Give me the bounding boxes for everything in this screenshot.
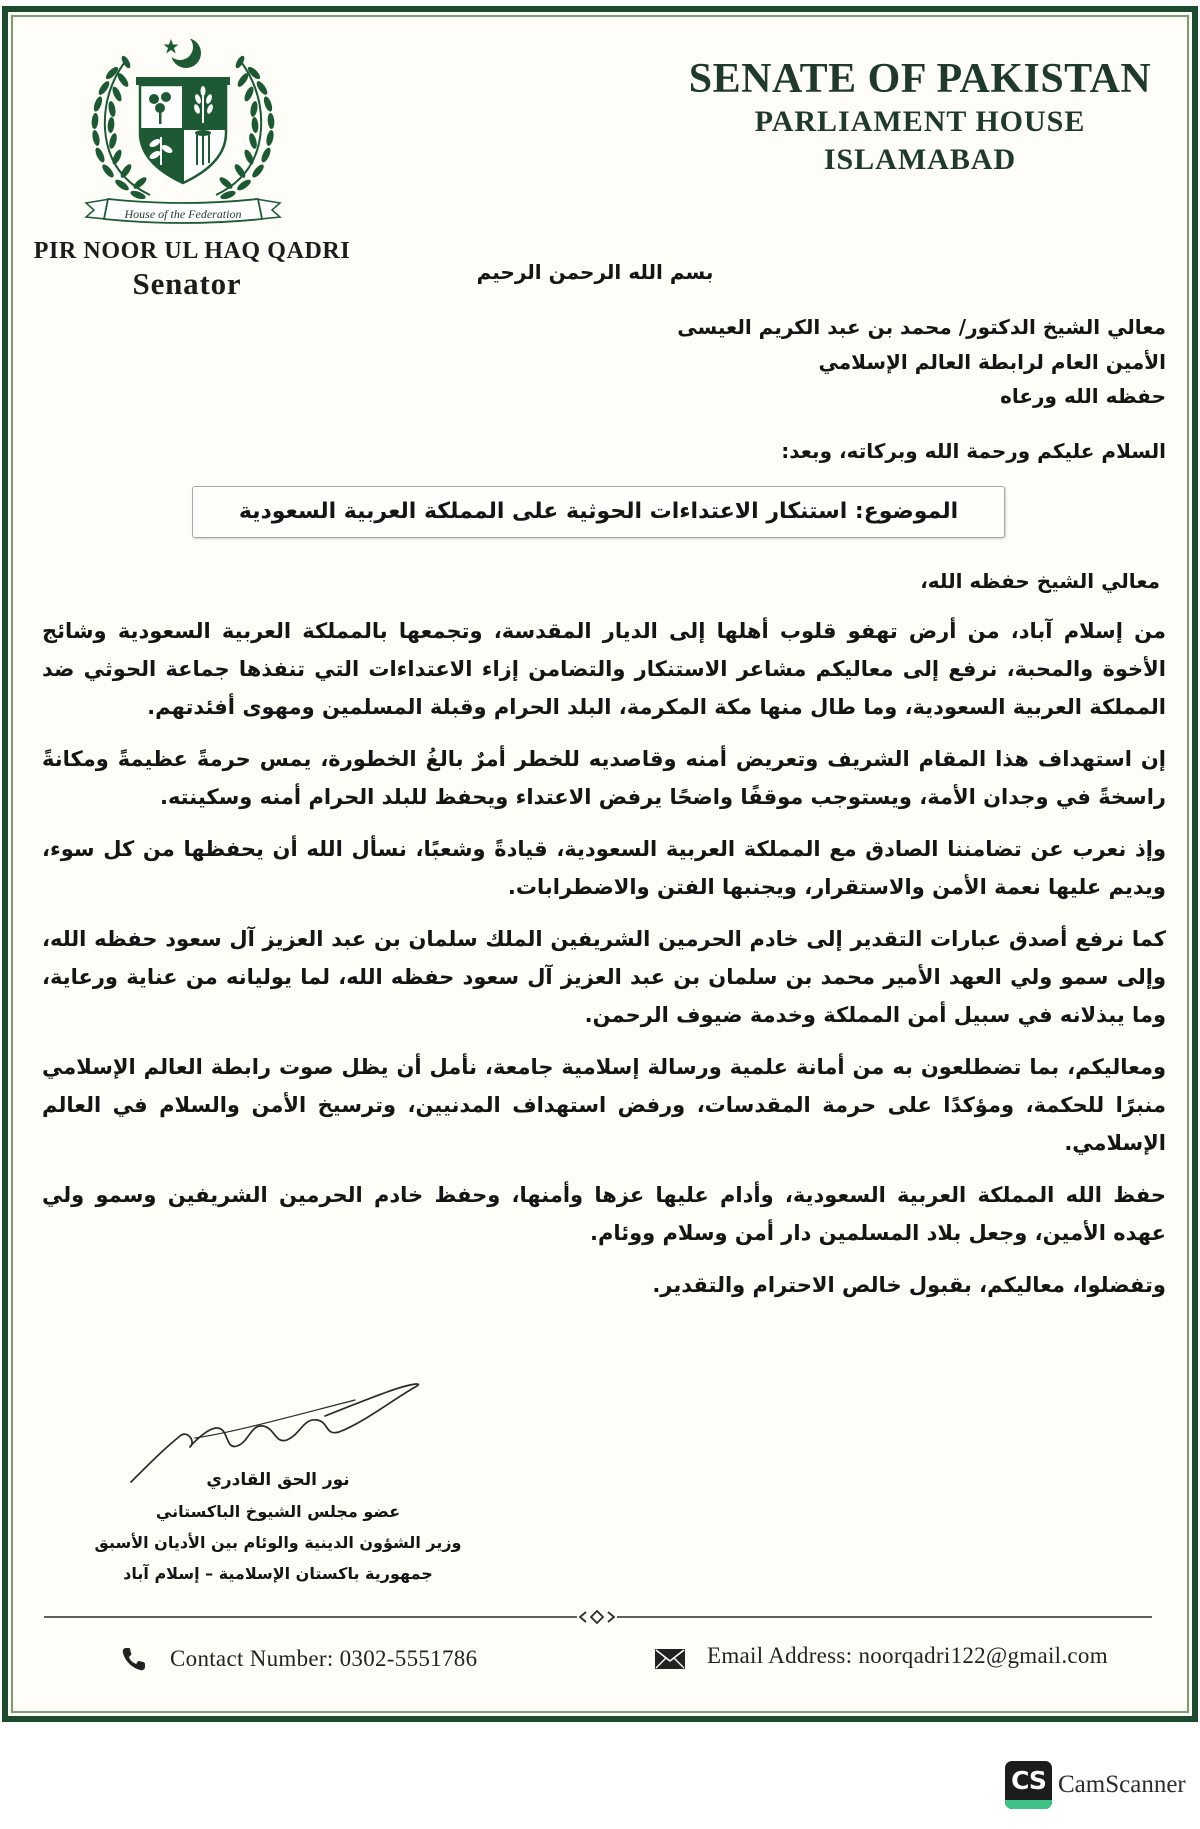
addressee-position: الأمين العام لرابطة العالم الإسلامي	[818, 349, 1166, 374]
body-paragraph-4: كما نرفع أصدق عبارات التقدير إلى خادم الحرمين الشريفين الملك سلمان بن عبد العزيز آل سعود حفظه الله، وإلى سمو ولي العهد الأمير محمد بن سلمان بن عبد العزيز آل سعود حفظه الله، لما يوليانه من عناية ورعاية، وما يبذلانه في سبيل أمن المملكة وخدمة ضيوف الرحمن.	[42, 927, 1166, 1027]
signature-block	[68, 1465, 488, 1589]
emblem-shield	[136, 77, 230, 183]
camscanner-logo-text: CS	[1011, 1766, 1046, 1795]
addressee-block	[406, 310, 1166, 414]
salutation: السلام عليكم ورحمة الله وبركاته، وبعد:	[781, 439, 1166, 463]
emblem-ribbon-text: House of the Federation	[124, 207, 242, 221]
institution-heading	[650, 55, 1190, 179]
addressee-blessing: حفظه الله ورعاه	[1000, 384, 1166, 408]
body-paragraph-5: ومعاليكم، بما تضطلعون به من أمانة علمية ورسالة إسلامية جامعة، نأمل أن يظل صوت رابطة العالم الإسلامي منبرًا للحكمة، ومؤكدًا على حرمة المقدسات، ورفض استهداف المدنيين، وترسيخ الأمن والسلام في العالم الإسلامي.	[42, 1055, 1166, 1155]
contact-value: 0302-5551786	[339, 1646, 478, 1671]
signatory-title-3: جمهورية باكستان الإسلامية – إسلام آباد	[123, 1564, 433, 1583]
senate-emblem	[78, 33, 288, 229]
emblem-crescent-star	[164, 34, 202, 68]
institution-building: PARLIAMENT HOUSE	[754, 105, 1086, 138]
envelope-icon	[655, 1648, 685, 1670]
closing-line: وتفضلوا، معاليكم، بقبول خالص الاحترام والتقدير.	[652, 1273, 1166, 1297]
emblem-ribbon	[86, 199, 280, 223]
institution-city: ISLAMABAD	[823, 143, 1017, 176]
basmala: بسم الله الرحمن الرحيم	[476, 260, 714, 284]
body-paragraph-2: إن استهداف هذا المقام الشريف وتعريض أمنه وقاصديه للخطر أمرٌ بالغُ الخطورة، يمس حرمةً عظيمةً ومكانةً راسخةً في وجدان الأمة، ويستوجب موقفًا واضحًا يرفض الاعتداء ويحفظ للبلد الحرام أمنه وسكينته.	[42, 747, 1166, 809]
contact-number	[170, 1645, 477, 1673]
camscanner-logo-swoosh	[1005, 1800, 1052, 1809]
subject-line: الموضوع: استنكار الاعتداءات الحوثية على المملكة العربية السعودية	[238, 499, 959, 524]
senator-title: Senator	[132, 266, 242, 301]
phone-icon	[120, 1645, 148, 1673]
greeting: معالي الشيخ حفظه الله،	[920, 569, 1160, 593]
body-paragraph-6: حفظ الله المملكة العربية السعودية، وأدام عليها عزها وأمنها، وحفظ خادم الحرمين الشريفين وسمو ولي عهده الأمين، وجعل بلاد المسلمين دار أمن وسلام ووئام.	[42, 1183, 1166, 1245]
email-value: noorqadri122@gmail.com	[858, 1643, 1108, 1668]
body-paragraph-3: وإذ نعرب عن تضامننا الصادق مع المملكة العربية السعودية، قيادةً وشعبًا، نسأل الله أن يحفظها من كل سوء، ويديم عليها نعمة الأمن والاستقرار، ويجنبها الفتن والاضطرابات.	[42, 837, 1166, 899]
email-label: Email Address:	[707, 1643, 853, 1668]
camscanner-wordmark: CamScanner	[1058, 1771, 1186, 1798]
signatory-title-1: عضو مجلس الشيوخ الباكستاني	[155, 1502, 401, 1521]
signatory-title-2: وزير الشؤون الدينية والوئام بين الأديان الأسبق	[94, 1533, 462, 1552]
letter-body	[42, 562, 1166, 1318]
signatory-name: نور الحق القادري	[206, 1470, 350, 1490]
institution-name: SENATE OF PAKISTAN	[688, 56, 1152, 102]
subject-box	[192, 486, 1005, 538]
email-address	[707, 1642, 1108, 1670]
addressee-name: معالي الشيخ الدكتور/ محمد بن عبد الكريم العيسى	[677, 315, 1166, 339]
footer-divider	[44, 1607, 1152, 1627]
contact-label: Contact Number:	[170, 1646, 334, 1671]
senator-name: PIR NOOR UL HAQ QADRI	[33, 238, 351, 264]
camscanner-logo	[1005, 1761, 1052, 1809]
body-paragraph-1: من إسلام آباد، من أرض تهفو قلوب أهلها إلى الديار المقدسة، وتجمعها بالمملكة العربية السعودية وشائج الأخوة والمحبة، نرفع إلى معاليكم مشاعر الاستنكار والتضامن إزاء الاعتداءات التي تنفذها جماعة الحوثي ضد المملكة العربية السعودية، وما طال منها مكة المكرمة، البلد الحرام وقبلة المسلمين ومهوى أفئدتهم.	[42, 619, 1166, 719]
